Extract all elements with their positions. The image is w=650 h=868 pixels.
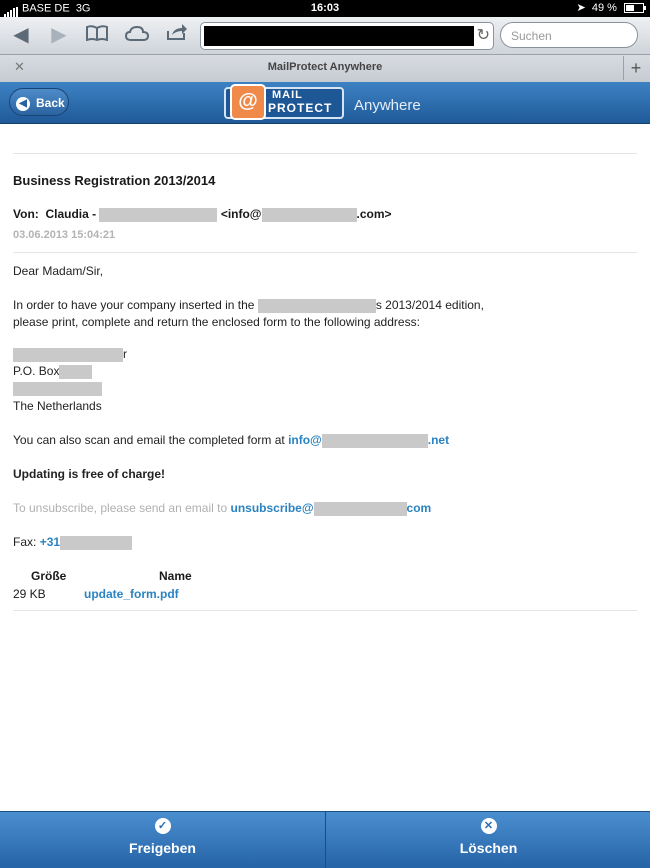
sender-name: Claudia - (45, 207, 97, 221)
delete-button[interactable] (326, 812, 650, 868)
chevron-left-icon: ◀ (16, 97, 30, 111)
checkmark-icon: ✓ (155, 818, 171, 834)
new-tab-icon[interactable]: + (623, 56, 648, 80)
approve-label: Freigeben (129, 840, 196, 856)
email-date: 03.06.2013 15:04:21 (13, 229, 116, 241)
redacted-block (60, 536, 132, 550)
attachment-name-header: Name (159, 569, 192, 583)
greeting: Dear Madam/Sir, (13, 264, 104, 278)
address-line (13, 380, 102, 397)
email-from: Von: Claudia - <info@ .com> (13, 207, 392, 221)
app-header: ◀ Back @ MAIL PROTECT Anywhere (0, 82, 650, 124)
clock: 16:03 (310, 2, 340, 14)
location-icon: ➤ (576, 2, 586, 14)
unsubscribe-paragraph: To unsubscribe, please send an email to unsubscribe@ com (13, 501, 432, 515)
unsubscribe-link[interactable]: unsubscribe@ com (230, 501, 432, 515)
close-circle-icon: ✕ (481, 818, 497, 834)
url-redacted (204, 26, 474, 46)
address-country: The Netherlands (13, 399, 102, 413)
status-right (577, 0, 644, 17)
network-type: 3G (75, 2, 91, 15)
back-label: Back (36, 96, 65, 110)
address-pobox: P.O. Box (13, 363, 92, 380)
redacted-block (258, 299, 376, 313)
battery-percent: 49 % (591, 2, 617, 14)
close-tab-icon[interactable]: ✕ (14, 59, 25, 74)
redacted-block (314, 502, 407, 516)
redacted-block (322, 434, 428, 448)
delete-label: Löschen (459, 840, 518, 856)
browser-toolbar (0, 17, 650, 55)
scan-paragraph: You can also scan and email the completed form at info@ .net (13, 433, 450, 447)
redacted-block (13, 382, 102, 396)
approve-button[interactable] (0, 812, 325, 868)
status-bar (0, 0, 650, 17)
action-bar (0, 811, 650, 868)
scan-email-link[interactable]: info@ .net (288, 433, 450, 447)
attachment-link[interactable]: update_form.pdf (84, 587, 179, 601)
tab-title[interactable]: MailProtect Anywhere (267, 61, 383, 73)
attachment-size: 29 KB (13, 587, 46, 601)
url-field[interactable] (200, 22, 494, 50)
fax-line: Fax: +31 (13, 534, 132, 551)
free-notice: Updating is free of charge! (13, 467, 166, 481)
forward-arrow-icon[interactable]: ▶ (51, 24, 67, 46)
email-subject: Business Registration 2013/2014 (13, 173, 216, 188)
attachment-size-header: Größe (31, 569, 67, 583)
search-field[interactable]: Suchen (500, 22, 638, 48)
back-arrow-icon[interactable]: ◀ (13, 24, 29, 46)
bookmarks-icon[interactable] (84, 23, 110, 47)
divider (13, 610, 637, 611)
fax-number-link[interactable]: +31 (39, 535, 61, 549)
divider (13, 153, 637, 154)
redacted-block (99, 208, 217, 222)
carrier-name: BASE DE (22, 2, 70, 15)
battery-icon (624, 3, 644, 13)
redacted-block (13, 348, 123, 362)
reload-icon[interactable]: ↻ (476, 27, 490, 44)
back-button[interactable] (9, 88, 69, 116)
address-line: r (13, 346, 127, 363)
tab-bar (0, 55, 650, 83)
body-paragraph: In order to have your company inserted in the s 2013/2014 edition, (13, 298, 484, 312)
body-paragraph-line2: please print, complete and return the enclosed form to the following address: (13, 315, 420, 329)
share-icon[interactable] (164, 23, 190, 47)
redacted-block (262, 208, 357, 222)
redacted-block (59, 365, 92, 379)
divider (13, 252, 637, 253)
icloud-icon[interactable] (124, 23, 150, 47)
at-sign-icon: @ (230, 84, 266, 120)
